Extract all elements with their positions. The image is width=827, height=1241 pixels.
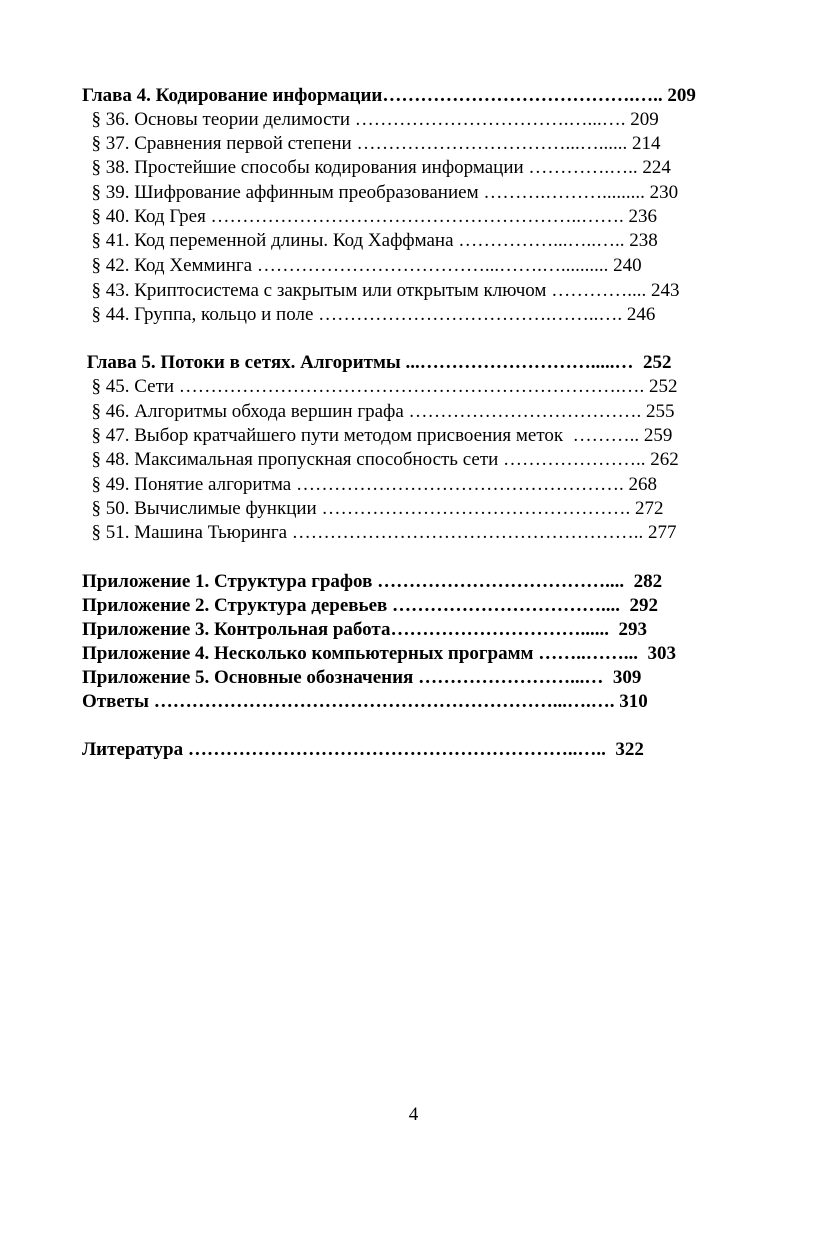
page-number: 4 [408,1104,419,1125]
toc-appendix-1: Приложение 1. Структура графов ……………………………….... 282 [82,571,663,592]
toc-section-44: § 44. Группа, кольцо и поле ……………………………….……..…. 246 [82,304,656,325]
toc-appendix-3: Приложение 3. Контрольная работа…………………………...... 293 [82,619,647,640]
toc-section-47: § 47. Выбор кратчайшего пути методом присвоения меток ……….. 259 [82,425,673,446]
toc-section-43: § 43. Криптосистема с закрытым или открытым ключом ………….... 243 [82,280,680,301]
toc-chapter-5: Глава 5. Потоки в сетях. Алгоритмы ...……………………….....… 252 [82,352,672,373]
toc-section-42: § 42. Код Хемминга ………………………………...…….….......... 240 [82,255,642,276]
toc-section-40: § 40. Код Грея …………………………………………………..……. 236 [82,206,658,227]
toc-literature: Литература ……………………………………………………..….. 322 [82,739,644,760]
toc-section-46: § 46. Алгоритмы обхода вершин графа ………………………………. 255 [82,401,675,422]
toc-section-49: § 49. Понятие алгоритма ……………………………………………. 268 [82,474,657,495]
toc-section-45: § 45. Сети …………………………………………………………….…. 252 [82,376,678,397]
toc-chapter-4: Глава 4. Кодирование информации………………………………….….. 209 [82,85,696,106]
toc-appendix-2: Приложение 2. Структура деревьев …………………………….... 292 [82,595,659,616]
toc-section-51: § 51. Машина Тьюринга ……………………………………………….. 277 [82,522,677,543]
toc-section-38: § 38. Простейшие способы кодирования информации ………….….. 224 [82,157,671,178]
toc-section-48: § 48. Максимальная пропускная способность сети ………………….. 262 [82,449,679,470]
toc-section-37: § 37. Сравнения первой степени ……………………………...…...... 214 [82,133,661,154]
toc-appendix-5: Приложение 5. Основные обозначения ……………………...… 309 [82,667,642,688]
toc-appendix-4: Приложение 4. Несколько компьютерных программ ……..……... 303 [82,643,676,664]
toc-section-50: § 50. Вычислимые функции …………………………………………. 272 [82,498,664,519]
toc-section-39: § 39. Шифрование аффинным преобразованием ……….………......... 230 [82,182,679,203]
toc-section-41: § 41. Код переменной длины. Код Хаффмана ……………...…..….. 238 [82,230,658,251]
toc-answers: Ответы ………………………………………………………...….…. 310 [82,691,648,712]
toc-section-36: § 36. Основы теории делимости …………………………….…...…. 209 [82,109,659,130]
